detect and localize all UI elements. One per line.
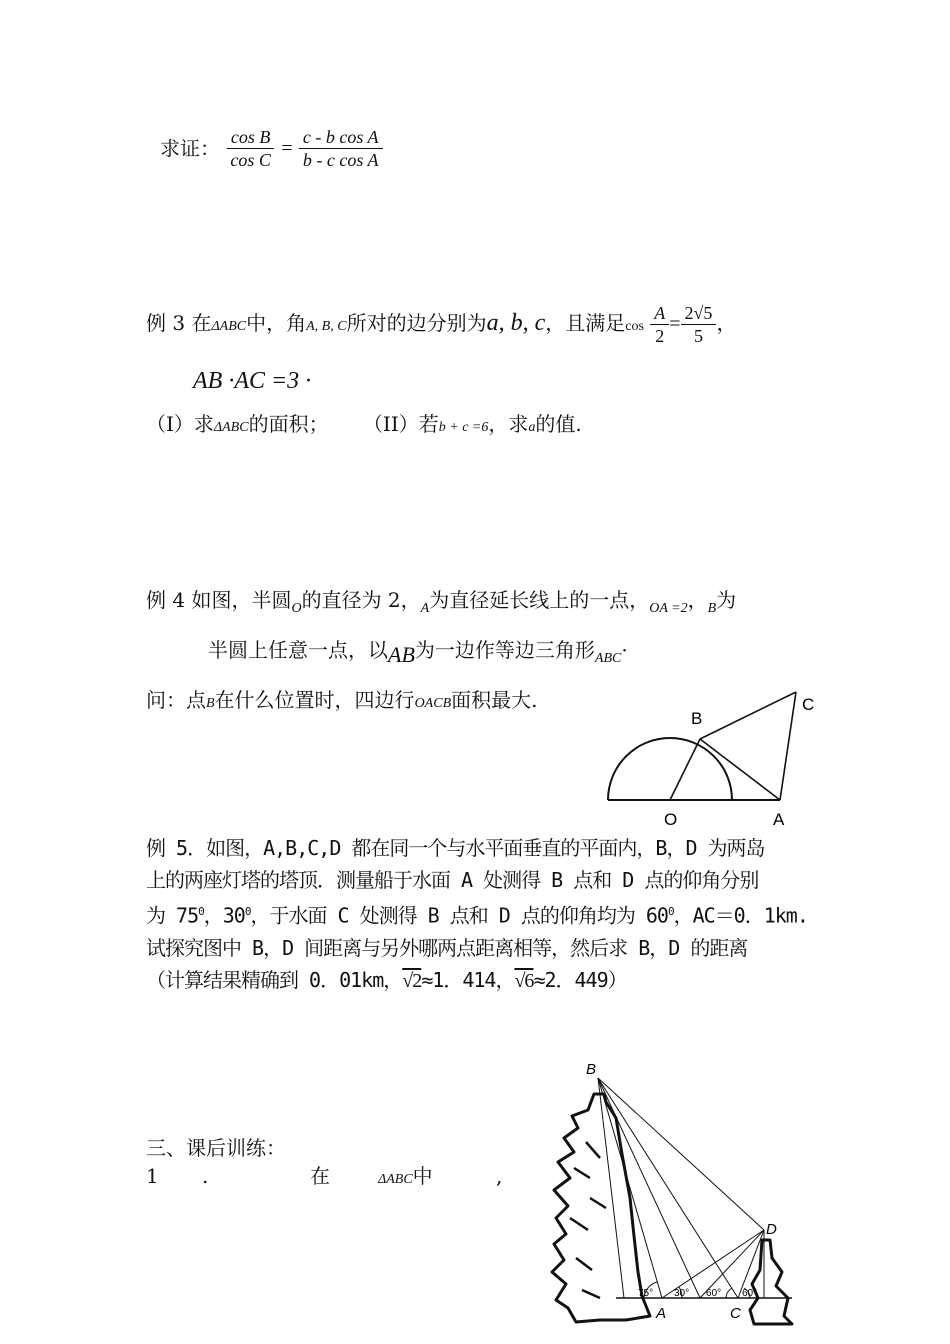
ex3-q2-cond: b + c =6	[438, 420, 489, 435]
ex4-line1-b: 的直径为 2，	[301, 588, 421, 612]
proof-lhs-num: cos B	[227, 126, 275, 149]
ex5-sqrt2: √2	[402, 969, 422, 992]
proof-eq: =	[281, 137, 293, 160]
item1-comma: ,	[496, 1164, 503, 1188]
ex4-line1	[146, 586, 736, 623]
ex5-line5-c: ≈2．449）	[533, 967, 627, 992]
ex4-AB: AB	[388, 642, 415, 667]
ex3-eq: =	[669, 313, 681, 335]
ex3-half-den: 2	[655, 326, 665, 346]
ex4-line2-b: 为一边作等边三角形	[414, 638, 595, 662]
line-B-A	[598, 1078, 662, 1298]
item1-mid: 中	[412, 1164, 433, 1188]
right-island	[750, 1240, 792, 1324]
fig5-angle-75: 75°	[638, 1288, 654, 1299]
ex5-line5	[146, 964, 808, 997]
segment-OB	[670, 739, 700, 800]
section3-item1	[146, 1162, 526, 1190]
fig4-label-A: A	[773, 810, 785, 829]
proof-line	[160, 126, 383, 171]
item1-number: 1	[146, 1164, 159, 1188]
fig5-label-C: C	[730, 1305, 741, 1322]
ex3-angles: A, B, C	[306, 319, 347, 334]
ex5-line5-b: ≈1．414，	[421, 967, 515, 992]
ex4-B2: B	[206, 696, 215, 711]
ex4-line2-c: ·	[621, 638, 628, 662]
fig4-label-B: B	[691, 709, 703, 728]
ex3-label: 例 3	[146, 311, 186, 335]
ex4-A: A	[420, 601, 430, 616]
proof-rhs-fraction	[299, 126, 383, 171]
fig4-label-C: C	[802, 695, 815, 714]
ex3-text2: 中，角	[246, 311, 307, 335]
left-island-texture	[570, 1142, 606, 1298]
semicircle-arc	[608, 738, 732, 800]
ex5-line4: 试探究图中 B，D 间距离与另外哪两点距离相等，然后求 B，D 的距离	[146, 935, 748, 960]
segment-BA	[700, 739, 780, 800]
ex4-B: B	[707, 601, 717, 616]
ex5-line3-d: ，AC＝0．1km.	[673, 903, 808, 928]
ex4-line3-a: 问：点	[146, 688, 206, 712]
ex3-value	[681, 302, 717, 347]
ex5-line2: 上的两座灯塔的塔顶．测量船于水面 A 处测得 B 点和 D 点的仰角分别	[146, 868, 759, 892]
ex5-block	[146, 832, 808, 997]
ex5-sqrt6: √6	[514, 969, 534, 992]
fig5-label-B: B	[586, 1061, 597, 1078]
proof-lhs-fraction	[226, 126, 275, 171]
line-B-mid	[598, 1078, 700, 1298]
ex3-text3: 所对的边分别为	[346, 311, 487, 335]
ex3-q2-mid: ，求	[488, 412, 529, 436]
line-B-C	[598, 1078, 738, 1298]
ex4-comma: ，	[687, 588, 708, 612]
proof-label: 求证：	[160, 136, 220, 161]
fig4-label-O: O	[664, 810, 678, 829]
ex4-line3-c: 面积最大.	[451, 688, 538, 712]
ex3-dot-product: AB ·AC =3 ·	[193, 368, 312, 394]
fig5-angle-60a: 60°	[706, 1288, 722, 1299]
ex5-deg-3: 0	[667, 905, 674, 918]
ex3-comma: ，	[716, 311, 737, 335]
ex3-q2-post: 的值.	[535, 412, 582, 436]
item1-triangle: ΔABC	[378, 1172, 413, 1187]
ex4-line1-c: 为直径延长线上的一点，	[429, 588, 650, 612]
ex3-cos: cos	[625, 319, 644, 334]
ex3-text4: ，且满足	[545, 311, 626, 335]
ex3-triangle: ΔABC	[211, 319, 247, 334]
ex4-oa: OA =2	[649, 601, 688, 616]
ex5-deg-2: 0	[244, 905, 251, 918]
segment-BC	[700, 692, 796, 739]
ex5-figure	[530, 1058, 800, 1328]
ex3-q2-pre: （II）若	[362, 412, 439, 436]
ex5-line1: 例 5．如图，A,B,C,D 都在同一个与水平面垂直的平面内，B，D 为两岛	[146, 836, 765, 860]
ex3-sides: a, b, c	[486, 310, 546, 336]
ex3-questions	[146, 410, 582, 442]
ex3-q1-tri: ΔABC	[213, 420, 249, 435]
angle-arc-60a	[726, 1288, 732, 1298]
ex5-line3	[146, 896, 808, 932]
ex4-O: O	[291, 601, 302, 616]
ex3-q1-post: 的面积；	[248, 412, 329, 436]
proof-rhs-num: c - b cos A	[299, 126, 383, 149]
ex3-q1-pre: （I）求	[146, 412, 214, 436]
ex5-line3-c: ，于水面 C 处测得 B 点和 D 点的仰角均为 60	[250, 903, 668, 928]
ex4-figure	[600, 686, 830, 836]
ex3-line1	[146, 302, 736, 347]
ex5-line3-a: 为 75	[146, 903, 199, 928]
segment-CA	[780, 692, 796, 800]
item1-in: 在	[310, 1164, 330, 1188]
fig5-label-A: A	[656, 1305, 667, 1322]
fig5-label-D: D	[766, 1221, 777, 1238]
item1-dot: .	[202, 1164, 209, 1188]
ex4-line2	[208, 636, 628, 673]
ex3-half-angle	[650, 302, 669, 347]
ex5-line5-a: （计算结果精确到 0．01km，	[146, 967, 403, 992]
ex3-val-den: 5	[693, 326, 703, 346]
ex3-q2-var: a	[528, 420, 536, 435]
ex5-line3-b: ，30	[203, 903, 245, 928]
fig5-angle-30: 30°	[674, 1288, 690, 1299]
ex3-half-num: A	[650, 302, 669, 325]
ex4-line1-a: 例 4 如图，半圆	[146, 588, 292, 612]
fig5-angle-60b: 60°	[742, 1288, 758, 1299]
proof-rhs-den: b - c cos A	[302, 150, 379, 170]
ex4-ABC: ABC	[594, 651, 622, 666]
ex4-line2-a: 半圆上任意一点，以	[208, 638, 388, 662]
ex3-text1: 在	[191, 311, 212, 335]
section3-title: 三、课后训练：	[146, 1136, 286, 1160]
ex4-line1-d: 为	[716, 588, 737, 612]
ex4-OACB: OACB	[414, 696, 452, 711]
ex4-line3	[146, 686, 537, 718]
ex5-deg-1: 0	[198, 905, 204, 918]
ex3-val-num: 2√5	[681, 302, 717, 325]
ex4-line3-b: 在什么位置时，四边行	[214, 688, 415, 712]
proof-lhs-den: cos C	[230, 150, 271, 170]
